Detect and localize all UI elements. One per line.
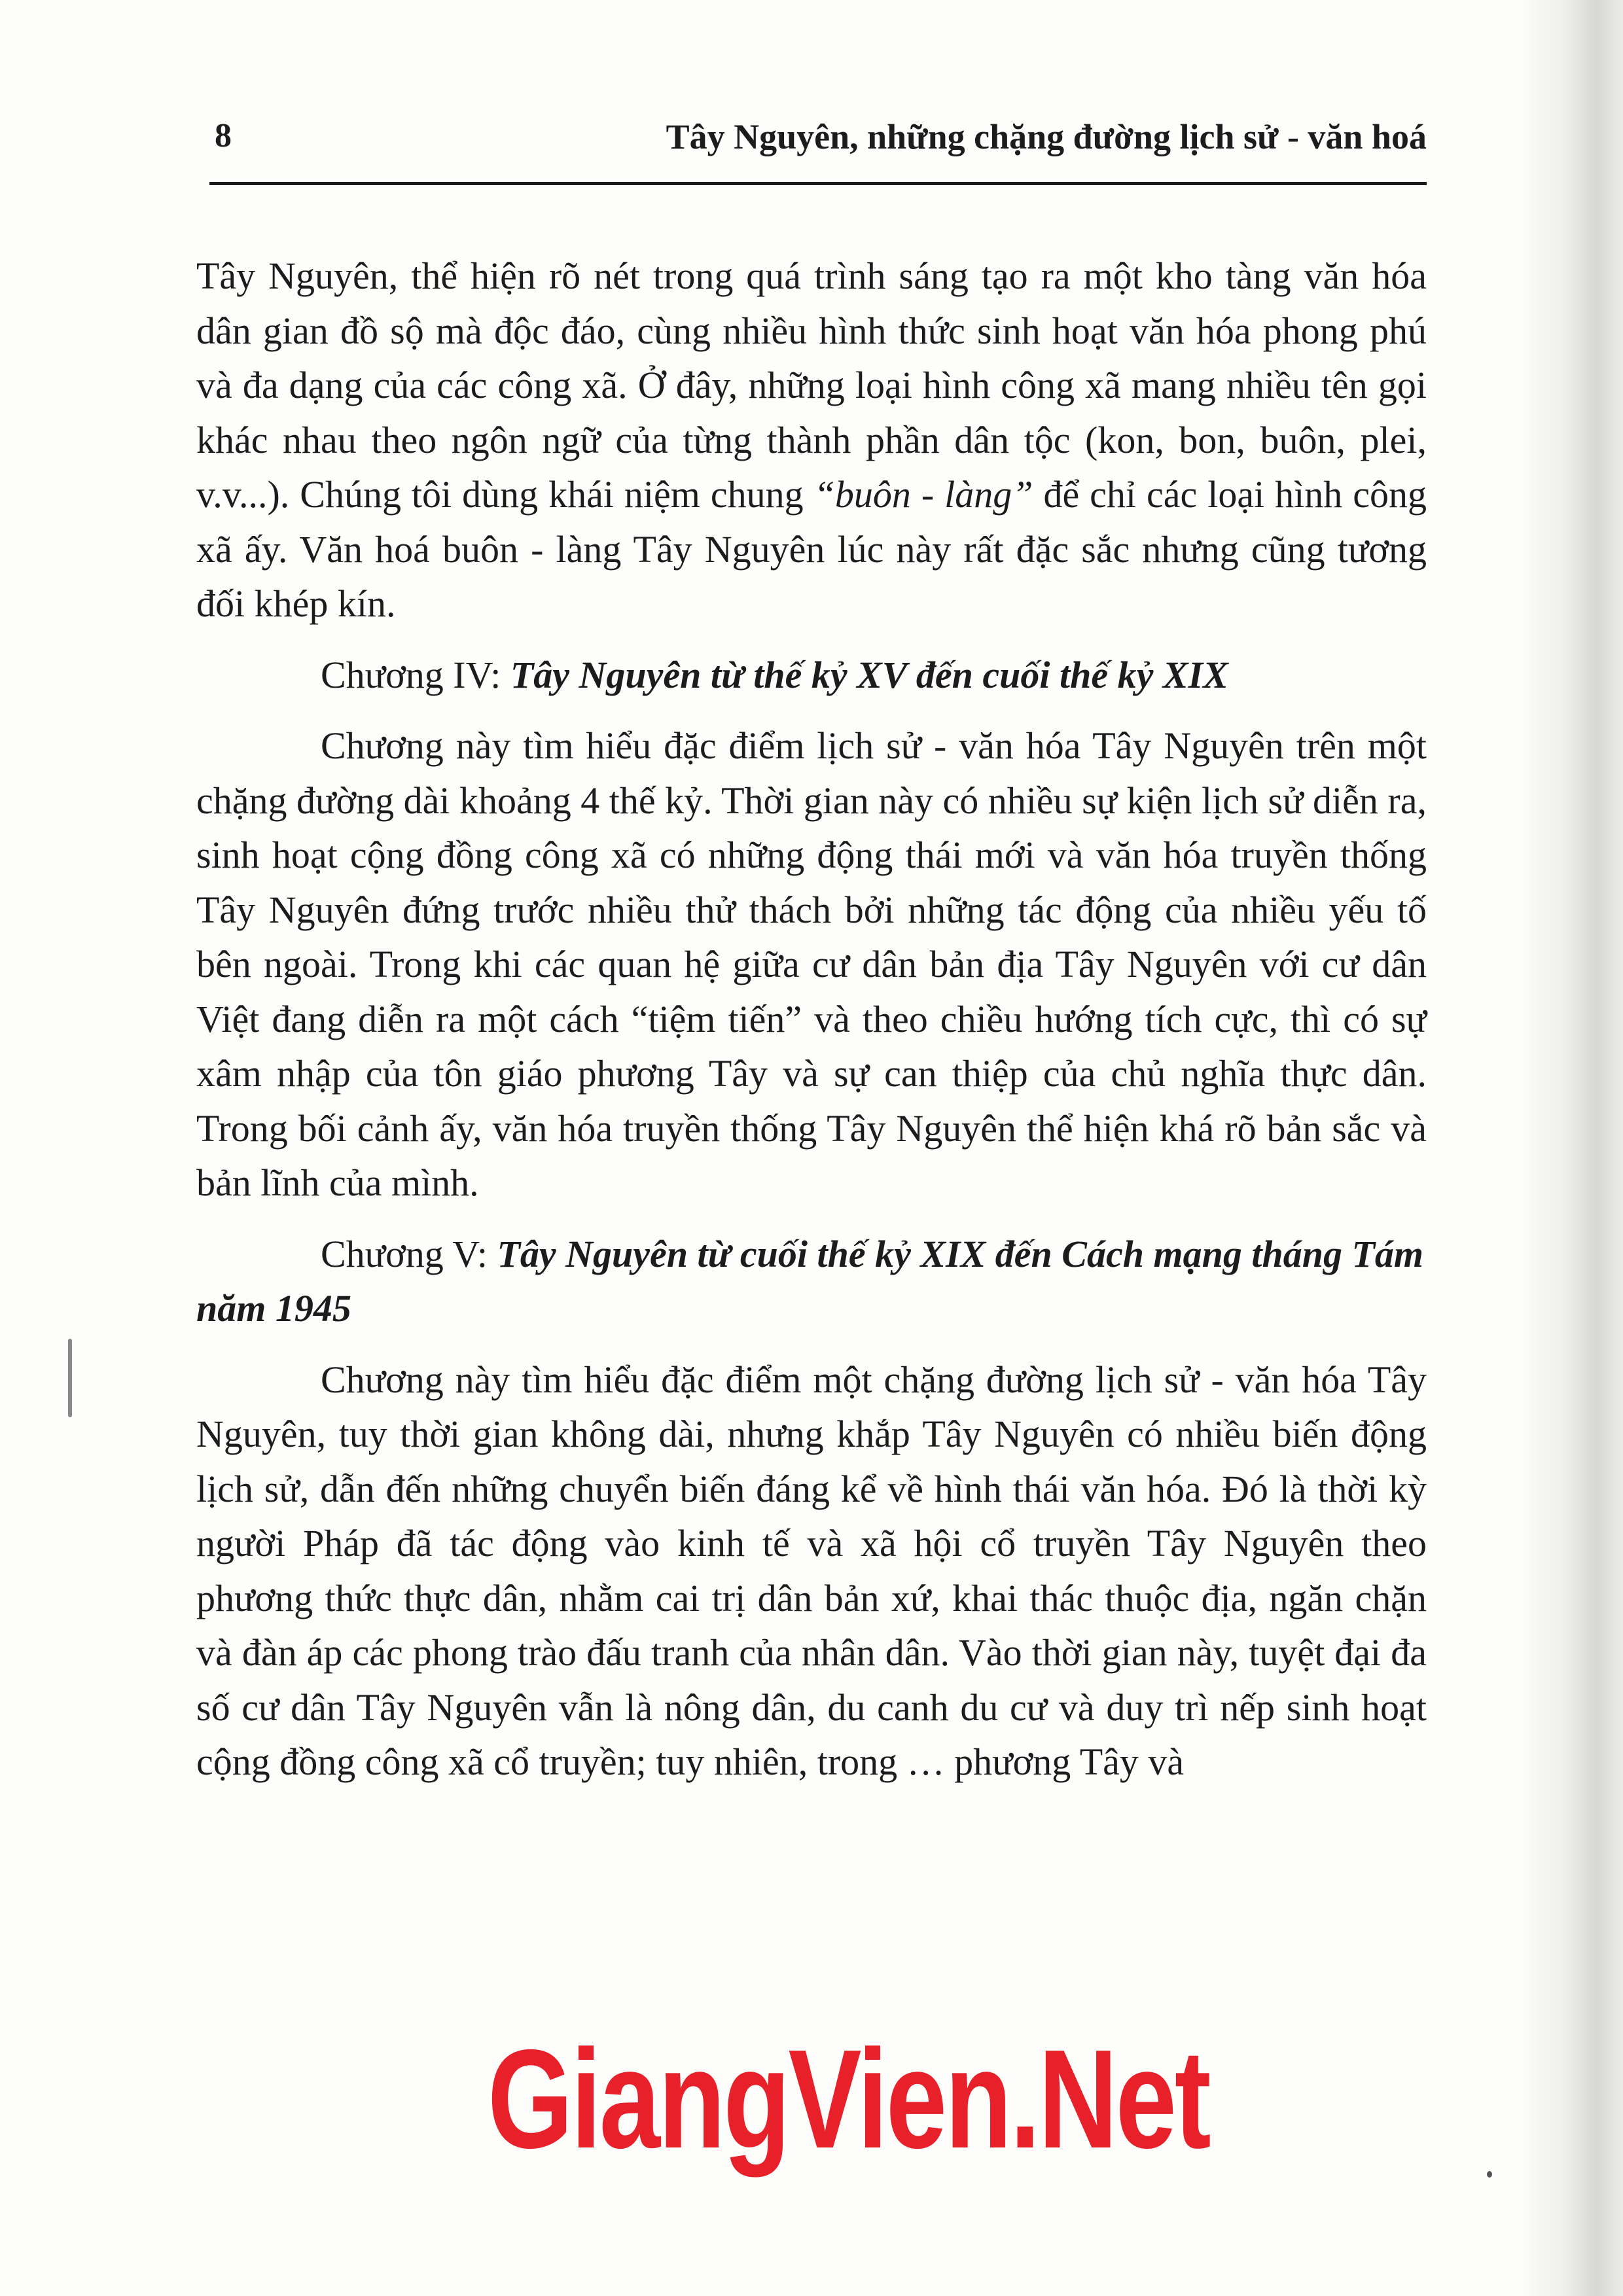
chapter-4-title: Tây Nguyên từ thế kỷ XV đến cuối thế kỷ XIX	[510, 653, 1228, 696]
page-header	[209, 111, 1427, 164]
running-title: Tây Nguyên, những chặng đường lịch sử - văn hoá	[666, 117, 1427, 156]
body-text	[196, 249, 1427, 1790]
paragraph-chapter-4: Chương này tìm hiểu đặc điểm lịch sử - văn hóa Tây Nguyên trên một chặng đường dài khoảng 4 thế kỷ. Thời gian này có nhiều sự kiện lịch sử diễn ra, sinh hoạt cộng đồng công xã có những động thái mới và văn hóa truyền thống Tây Nguyên đứng trước nhiều thử thách bởi những tác động của nhiều yếu tố bên ngoài. Trong khi các quan hệ giữa cư dân bản địa Tây Nguyên với cư dân Việt đang diễn ra một cách “tiệm tiến” và theo chiều hướng tích cực, thì có sự xâm nhập của tôn giáo phương Tây và sự can thiệp của chủ nghĩa thực dân. Trong bối cảnh ấy, văn hóa truyền thống Tây Nguyên thể hiện khá rõ bản sắc và bản lĩnh của mình.	[196, 724, 1427, 1204]
page-edge-shadow	[1518, 0, 1623, 2296]
quoted-term: “buôn - làng”	[813, 473, 1033, 516]
chapter-5-label: Chương V:	[321, 1232, 488, 1275]
chapter-4-heading	[196, 648, 1427, 703]
header-rule	[209, 182, 1427, 185]
scan-speck	[1487, 2171, 1492, 2178]
watermark-logo: GiangVien.Net	[488, 2020, 1209, 2178]
chapter-5-heading	[196, 1227, 1427, 1336]
chapter-5-title: Tây Nguyên từ cuối thế kỷ XIX đến Cách mạng tháng Tám năm 1945	[196, 1232, 1424, 1330]
paragraph-intro-end: để chỉ các loại hình công xã ấy. Văn hoá buôn - làng Tây Nguyên lúc này rất đặc sắc nhưng cũng tương đối khép kín.	[196, 473, 1427, 625]
scan-speck	[68, 1339, 72, 1417]
paragraph-chapter-5: Chương này tìm hiểu đặc điểm một chặng đường lịch sử - văn hóa Tây Nguyên, tuy thời gian không dài, nhưng khắp Tây Nguyên có nhiều biến động lịch sử, dẫn đến những chuyển biến đáng kể về hình thái văn hóa. Đó là thời kỳ người Pháp đã tác động vào kinh tế và xã hội cổ truyền Tây Nguyên theo phương thức thực dân, nhằm cai trị dân bản xứ, khai thác thuộc địa, ngăn chặn và đàn áp các phong trào đấu tranh của nhân dân. Vào thời gian này, tuyệt đại đa số cư dân Tây Nguyên vẫn là nông dân, du canh du cư và duy trì nếp sinh hoạt cộng đồng công xã cổ truyền; tuy nhiên, trong … phương Tây và	[196, 1358, 1427, 1783]
paragraph-intro-text: Tây Nguyên, thể hiện rõ nét trong quá trình sáng tạo ra một kho tàng văn hóa dân gian đồ sộ mà độc đáo, cùng nhiều hình thức sinh hoạt văn hóa phong phú và đa dạng của các công xã. Ở đây, những loại hình công xã mang nhiều tên gọi khác nhau theo ngôn ngữ của từng thành phần dân tộc (kon, bon, buôn, plei, v.v...). Chúng tôi dùng khái niệm chung	[196, 255, 1427, 516]
page-number: 8	[215, 117, 232, 154]
paragraph-chapter-5-text: Chương này tìm hiểu đặc điểm một chặng đường lịch sử - văn hóa Tây Nguyên, tuy thời gian không dài, nhưng khắp Tây Nguyên có nhiều biến động lịch sử, dẫn đến những chuyển biến đáng kể về hình thái văn hóa. Đó là thời kỳ người Pháp đã tác động vào kinh tế và xã hội cổ truyền Tây Nguyên theo phương thức thực dân, nhằm cai trị dân bản xứ, khai thác thuộc địa, ngăn chặn và đàn áp các phong trào đấu tranh của nhân dân. Vào thời gian này, tuyệt đại đa số cư dân Tây Nguyên vẫn là nông dân, du canh du cư và duy trì nếp sinh hoạt cộng đồng công xã cổ truyền; tuy nhiên, trong	[196, 1358, 1427, 1783]
chapter-4-label: Chương IV:	[321, 653, 501, 696]
paragraph-chapter-5-end: phương Tây và	[954, 1740, 1185, 1783]
paragraph-intro	[196, 249, 1427, 631]
